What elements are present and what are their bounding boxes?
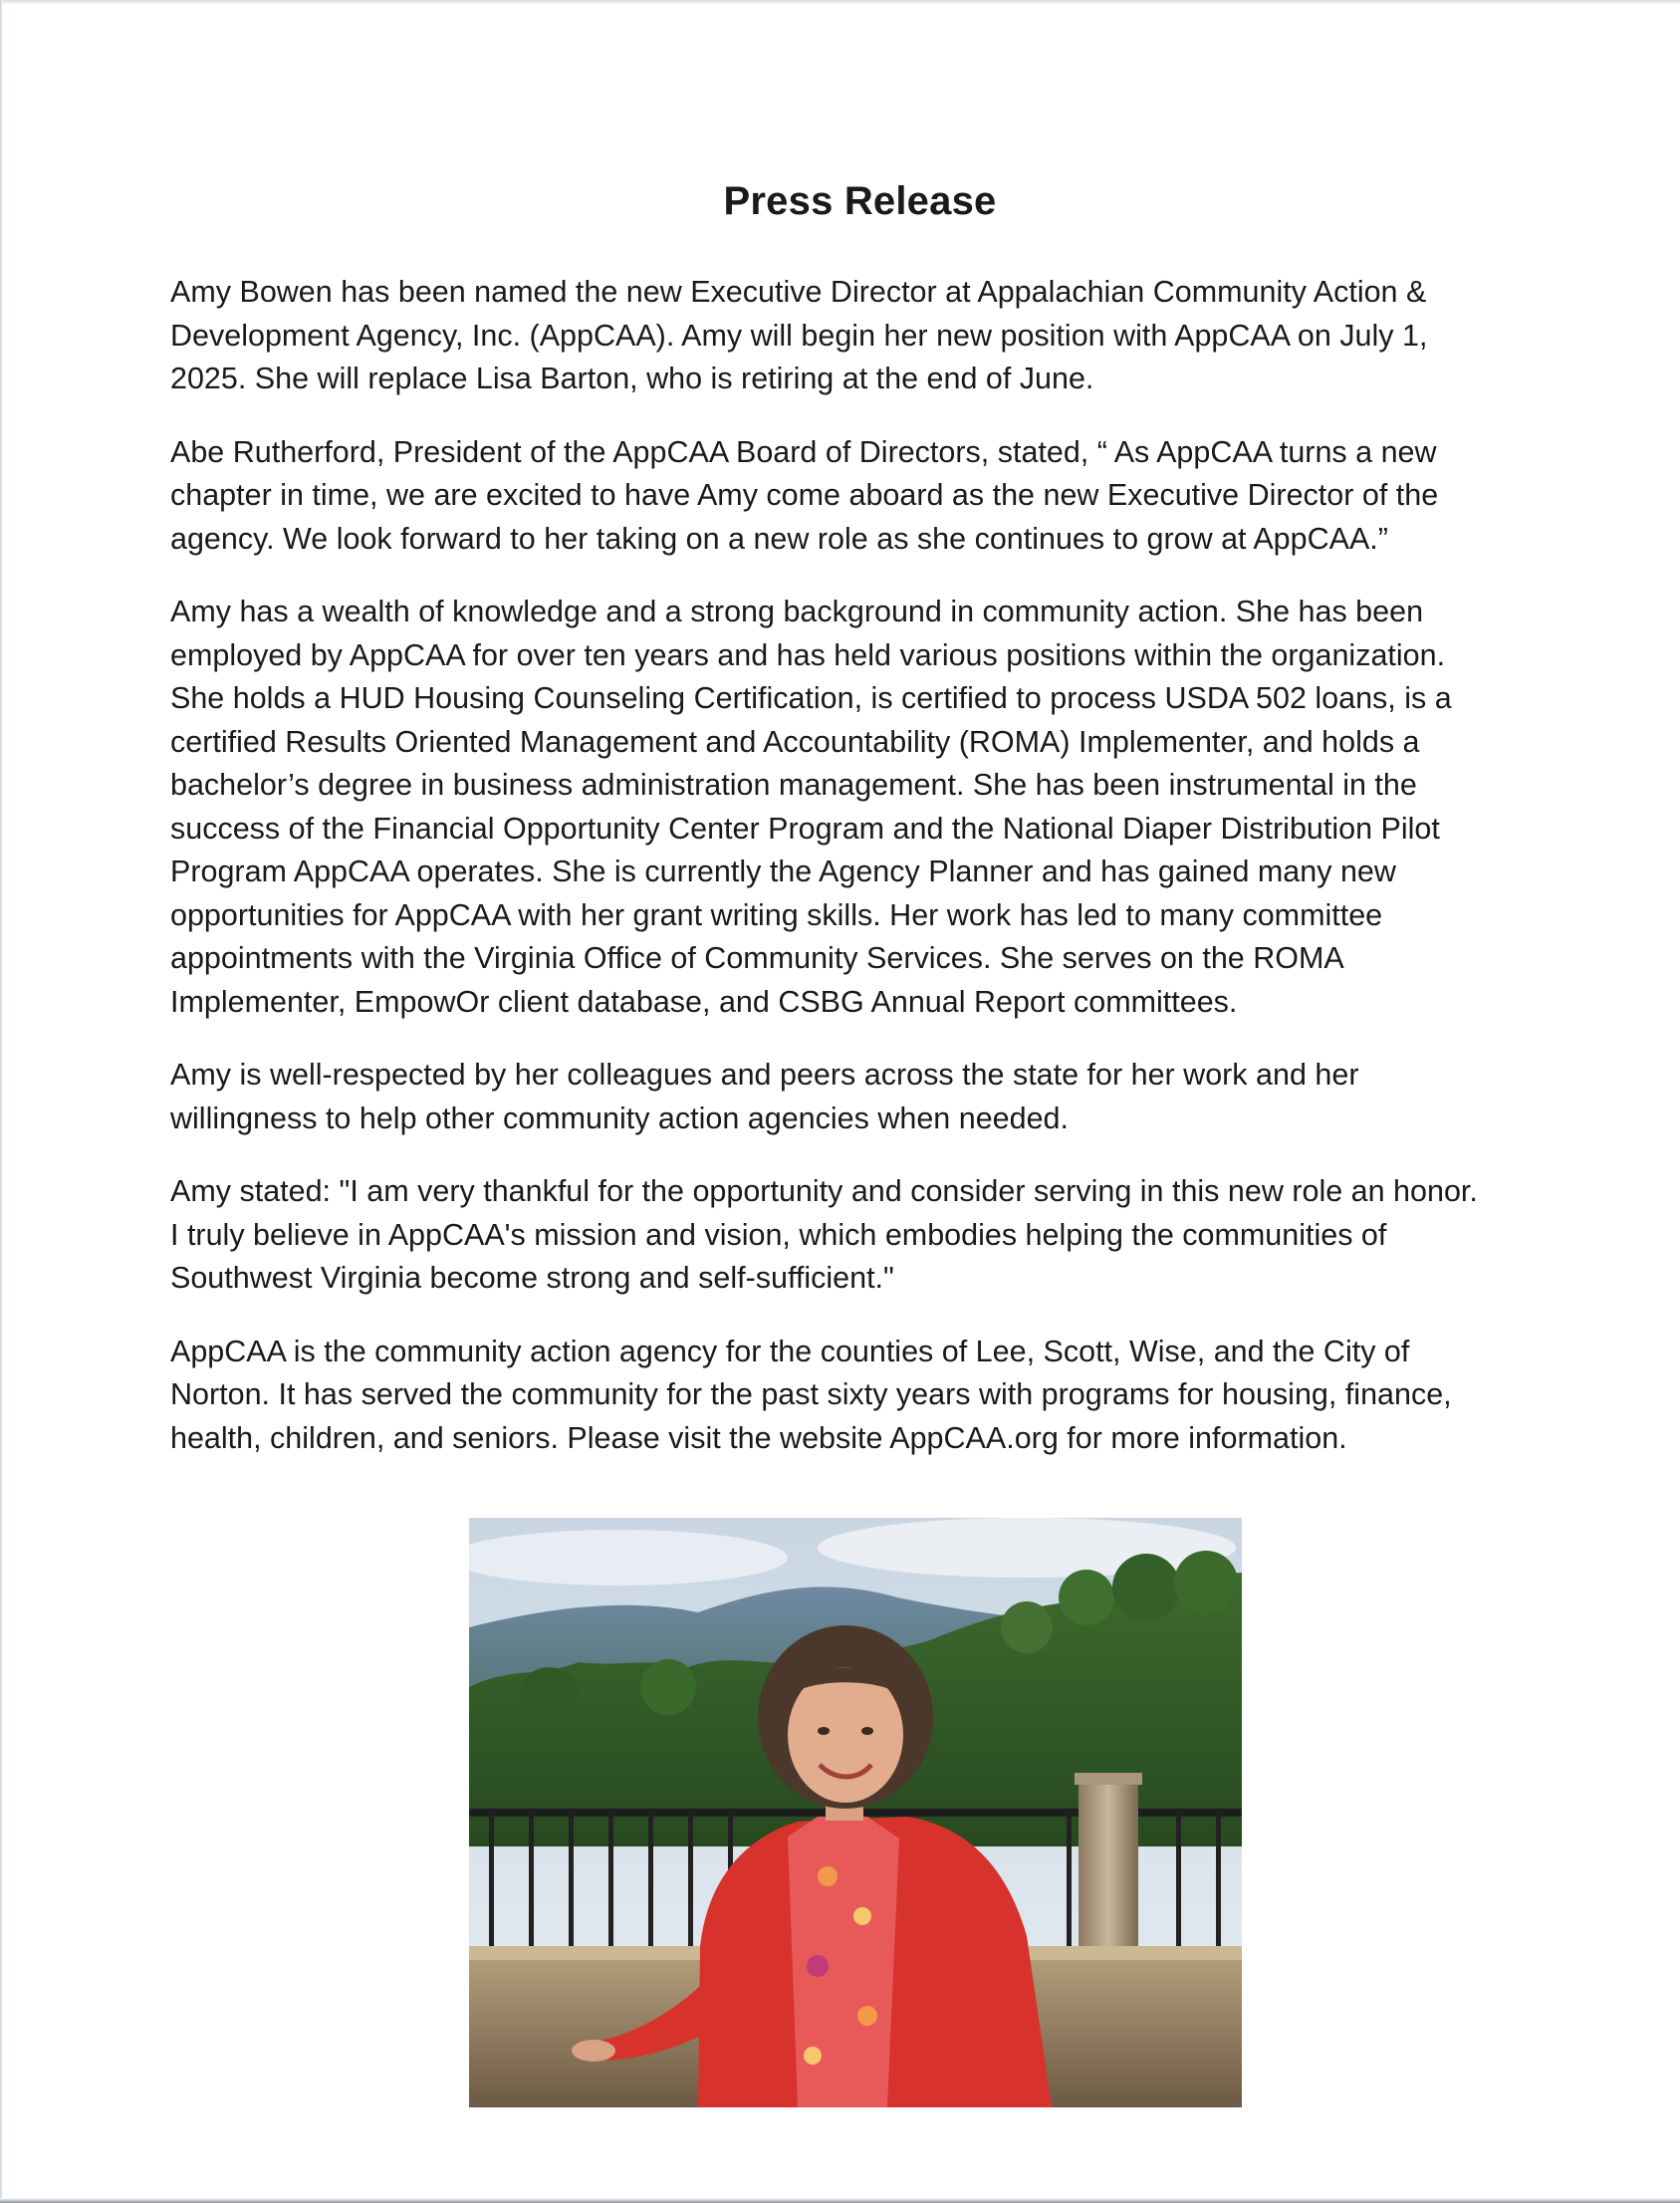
portrait-photo: [469, 1518, 1242, 2107]
press-release-body: [170, 271, 1540, 1490]
paragraph-about-appcaa: AppCAA is the community action agency for the counties of Lee, Scott, Wise, and the City of Norton. It has served the community for the past sixty years with programs for housing, finance, health, children, and seniors. Please visit the website AppCAA.org for more information.: [170, 1334, 1452, 1455]
paragraph-reputation: Amy is well-respected by her colleagues and peers across the state for her work and her willingness to help other community action agencies when needed.: [170, 1058, 1359, 1135]
page-title: Press Release: [723, 179, 997, 223]
scan-edge-left: [0, 0, 3, 2203]
scan-edge-bottom: [0, 2198, 1680, 2203]
scan-edge-top: [0, 0, 1680, 5]
paragraph-announcement: Amy Bowen has been named the new Executive Director at Appalachian Community Action & Development Agency, Inc. (AppCAA). Amy will begin her new position with AppCAA on July 1, 2025. She will replace Lisa Barton, who is retiring at the end of June.: [170, 275, 1428, 395]
paragraph-board-quote: Abe Rutherford, President of the AppCAA Board of Directors, stated, “ As AppCAA turns a new chapter in time, we are excited to have Amy come aboard as the new Executive Director of the agency. We look forward to her taking on a new role as she continues to grow at AppCAA.”: [170, 434, 1439, 556]
paragraph-amy-quote: Amy stated: "I am very thankful for the opportunity and consider serving in this new role an honor. I truly believe in AppCAA's mission and vision, which embodies helping the communities of Southwest Virginia become strong and self-sufficient.": [170, 1174, 1478, 1295]
paragraph-background: Amy has a wealth of knowledge and a strong background in community action. She has been employed by AppCAA for over ten years and has held various positions within the organization. She holds a HUD Housing Counseling Certification, is certified to process USDA 502 loans, is a certified Results Oriented Management and Accountability (ROMA) Implementer, and holds a bachelor’s degree in business administration management. She has been instrumental in the success of the Financial Opportunity Center Program and the National Diaper Distribution Pilot Program AppCAA operates. She is currently the Agency Planner and has gained many new opportunities for AppCAA with her grant writing skills. Her work has led to many committee appointments with the Virginia Office of Community Services. She serves on the ROMA Implementer, EmpowOr client database, and CSBG Annual Report committees.: [170, 595, 1452, 1019]
